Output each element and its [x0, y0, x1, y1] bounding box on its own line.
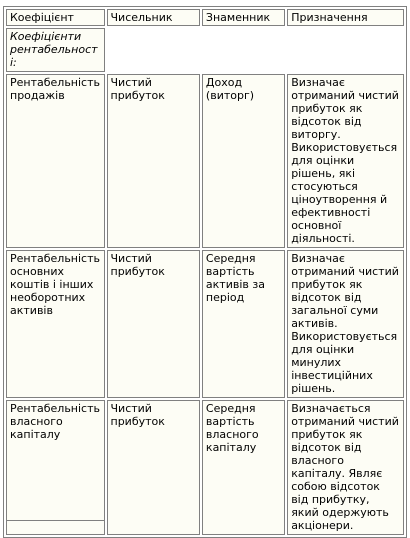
cell-denominator: Середня вартість активів за період [202, 250, 285, 398]
cell-purpose: Визначається отриманий чистий прибуток як відсоток від власного капіталу. Являє собою відсоток від прибутку, який одержують акціонери. [287, 400, 404, 535]
header-purpose: Призначення [287, 9, 404, 26]
section-title-cell: Коефіцієнти рентабельності: [6, 28, 105, 72]
cell-numerator: Чистий прибуток [107, 250, 200, 398]
next-row-border [7, 520, 105, 523]
cell-purpose: Визначає отриманий чистий прибуток як відсоток від загальної суми активів. Використовується для оцінки минулих інвестиційних рішень. [287, 250, 404, 398]
section-row [6, 28, 404, 72]
cell-numerator: Чистий прибуток [107, 400, 200, 535]
cell-coefficient: Рентабельність власного капіталу [6, 400, 105, 535]
header-denominator: Знаменник [202, 9, 285, 26]
section-empty-cell [107, 28, 405, 72]
profitability-ratios-table [3, 6, 407, 538]
table-row [6, 400, 404, 535]
header-coefficient: Коефіцієнт [6, 9, 105, 26]
cell-denominator: Доход (виторг) [202, 74, 285, 248]
cell-denominator: Середня вартість власного капіталу [202, 400, 285, 535]
cell-purpose: Визначає отриманий чистий прибуток як відсоток від виторгу. Використовується для оцінки рішень, які стосуються ціноутворення й ефективності основної діяльності. [287, 74, 404, 248]
table-header-row [6, 9, 404, 26]
cell-numerator: Чистий прибуток [107, 74, 200, 248]
header-numerator: Чисельник [107, 9, 200, 26]
table-row [6, 250, 404, 398]
cell-coefficient: Рентабельність основних коштів і інших необоротних активів [6, 250, 105, 398]
table-row [6, 74, 404, 248]
cell-coefficient: Рентабельність продажів [6, 74, 105, 248]
